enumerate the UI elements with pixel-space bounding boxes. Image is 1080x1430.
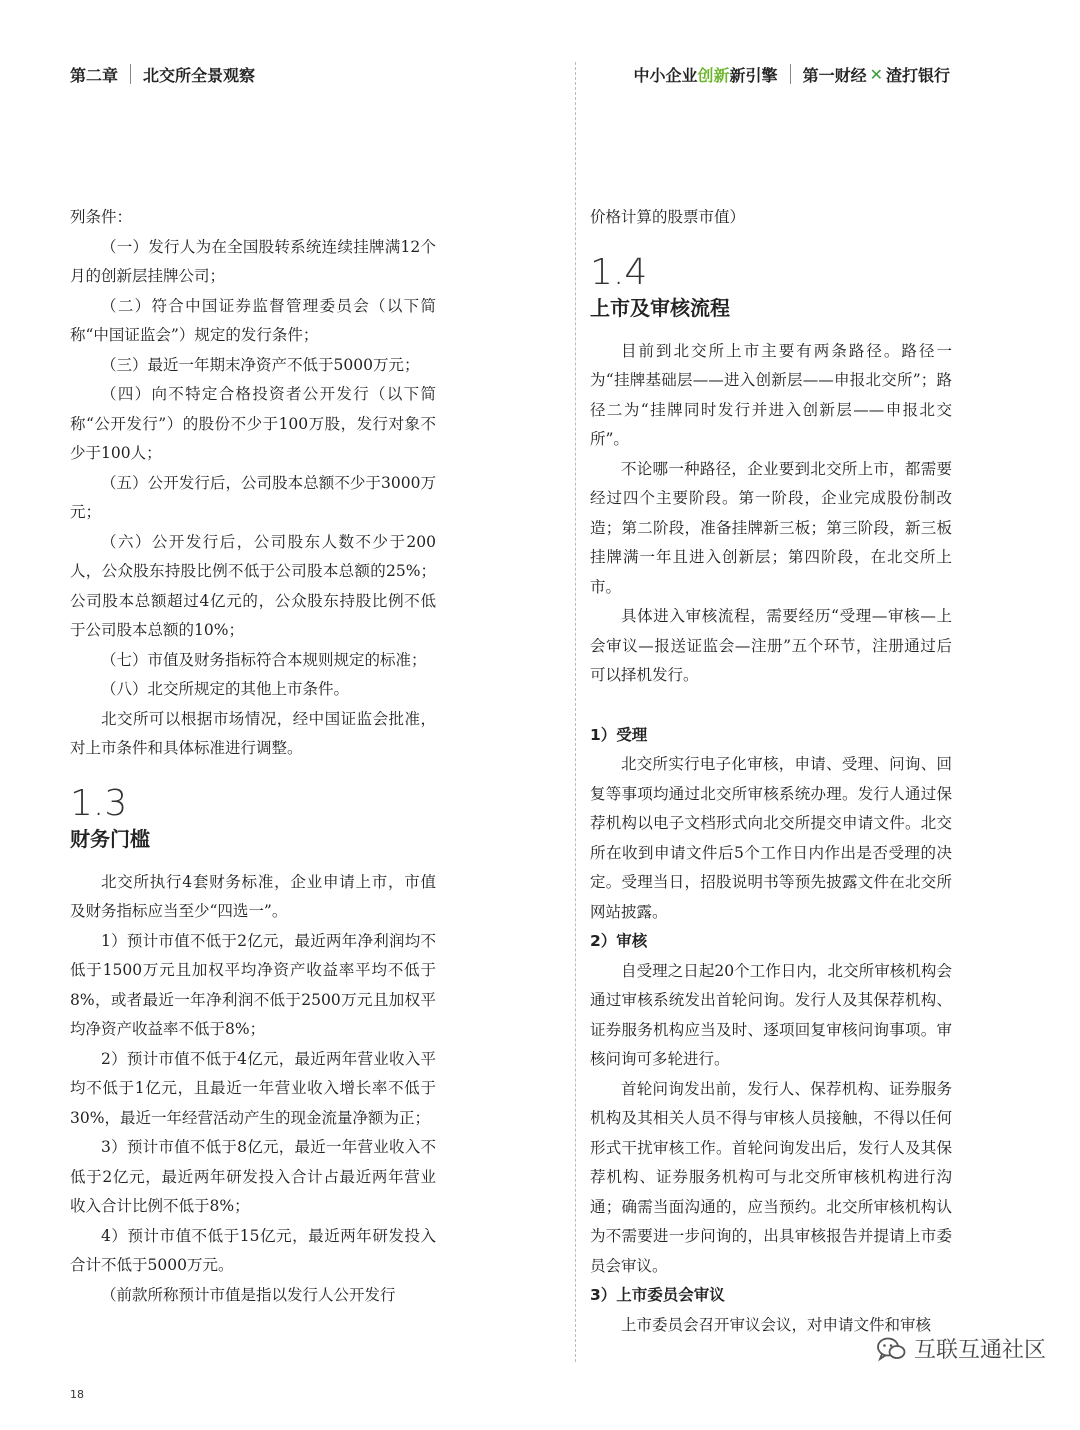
brand-text-2: 新引擎 bbox=[729, 65, 778, 85]
paragraph: 2）预计市值不低于4亿元，最近两年营业收入平均不低于1亿元，且最近一年营业收入增长率不低于30%，最近一年经营活动产生的现金流量净额为正； bbox=[70, 1049, 436, 1127]
paragraph: （三）最近一年期末净资产不低于5000万元； bbox=[101, 355, 420, 374]
running-header-left bbox=[70, 62, 255, 86]
running-header-right bbox=[634, 62, 950, 86]
subsection-title: 1）受理 bbox=[590, 725, 648, 744]
section-title: 财务门槛 bbox=[70, 826, 150, 851]
partner-1: 第一财经 bbox=[802, 65, 867, 85]
paragraph: 4）预计市值不低于15亿元，最近两年研发投入合计不低于5000万元。 bbox=[70, 1226, 436, 1274]
paragraph: 首轮问询发出前，发行人、保荐机构、证券服务机构及其相关人员不得与审核人员接触，不得以任何形式干扰审核工作。首轮问询发出后，发行人及其保荐机构、证券服务机构可与北交所审核机构进行沟通；确需当面沟通的，应当预约。北交所审核机构认为不需要进一步问询的，出具审核报告并提请上市委员会审议。 bbox=[590, 1079, 952, 1275]
brand-text-green: 创新 bbox=[697, 65, 730, 85]
subsection-title: 2）审核 bbox=[590, 932, 648, 950]
paragraph: （二）符合中国证券监督管理委员会（以下简称“中国证监会”）规定的发行条件； bbox=[70, 296, 436, 344]
paragraph: 不论哪一种路径，企业要到北交所上市，都需要经过四个主要阶段。第一阶段，企业完成股份制改造；第二阶段，准备挂牌新三板；第三阶段，新三板挂牌满一年且进入创新层；第四阶段，在北交所上市。 bbox=[590, 459, 952, 596]
spacer bbox=[590, 691, 952, 721]
paragraph: （一）发行人为在全国股转系统连续挂牌满12个月的创新层挂牌公司； bbox=[70, 237, 436, 285]
paragraph: 具体进入审核流程，需要经历“受理—审核—上会审议—报送证监会—注册”五个环节，注册通过后可以择机发行。 bbox=[590, 607, 952, 684]
paragraph: 列条件： bbox=[70, 208, 133, 226]
paragraph: 北交所执行4套财务标准，企业申请上市，市值及财务指标应当至少“四选一”。 bbox=[70, 872, 436, 920]
section-number: 1.4 bbox=[590, 251, 648, 293]
section-number: 1.3 bbox=[70, 782, 128, 824]
cross-icon: ✕ bbox=[869, 64, 883, 84]
paragraph: 1）预计市值不低于2亿元，最近两年净利润均不低于1500万元且加权平均净资产收益率平均不低于8%，或者最近一年净利润不低于2500万元且加权平均净资产收益率不低于8%； bbox=[70, 931, 436, 1038]
partner-2: 渣打银行 bbox=[885, 65, 950, 85]
paragraph: （四）向不特定合格投资者公开发行（以下简称“公开发行”）的股份不少于100万股，发行对象不少于100人； bbox=[70, 385, 436, 462]
brand-text-1: 中小企业 bbox=[633, 65, 698, 85]
right-column bbox=[590, 203, 952, 1340]
paragraph: （前款所称预计市值是指以发行人公开发行 bbox=[101, 1285, 396, 1304]
header-separator bbox=[130, 64, 131, 84]
subsection-title: 3）上市委员会审议 bbox=[590, 1286, 725, 1304]
paragraph: 目前到北交所上市主要有两条路径。路径一为“挂牌基础层——进入创新层——申报北交所”；路径二为“挂牌同时发行并进入创新层——申报北交所”。 bbox=[590, 341, 952, 448]
paragraph: 价格计算的股票市值） bbox=[590, 208, 746, 226]
paragraph: 3）预计市值不低于8亿元，最近一年营业收入不低于2亿元，最近两年研发投入合计占最近两年营业收入合计比例不低于8%； bbox=[70, 1138, 436, 1215]
left-column bbox=[70, 203, 436, 1310]
watermark-text: 互联互通社区 bbox=[913, 1338, 1046, 1363]
column-divider bbox=[575, 62, 576, 1362]
chapter-title: 北交所全景观察 bbox=[143, 65, 256, 85]
paragraph: 北交所实行电子化审核，申请、受理、问询、回复等事项均通过北交所审核系统办理。发行人通过保荐机构以电子文档形式向北交所提交申请文件。北交所在收到申请文件后5个工作日内作出是否受理的决定。受理当日，招股说明书等预先披露文件在北交所网站披露。 bbox=[590, 755, 952, 921]
paragraph: 北交所可以根据市场情况，经中国证监会批准，对上市条件和具体标准进行调整。 bbox=[70, 709, 436, 757]
paragraph: （六）公开发行后，公司股东人数不少于200人，公众股东持股比例不低于公司股本总额的25%；公司股本总额超过4亿元的，公众股东持股比例不低于公司股本总额的10%； bbox=[70, 532, 436, 639]
chapter-label: 第二章 bbox=[70, 65, 119, 85]
wechat-icon bbox=[876, 1336, 906, 1362]
paragraph: （八）北交所规定的其他上市条件。 bbox=[101, 680, 350, 698]
page-number: 18 bbox=[70, 1388, 84, 1401]
section-title: 上市及审核流程 bbox=[590, 295, 730, 320]
paragraph: 自受理之日起20个工作日内，北交所审核机构会通过审核系统发出首轮问询。发行人及其保荐机构、证券服务机构应当及时、逐项回复审核问询事项。审核问询可多轮进行。 bbox=[590, 961, 952, 1068]
paragraph: 上市委员会召开审议会议，对申请文件和审核 bbox=[621, 1315, 932, 1334]
paragraph: （五）公开发行后，公司股本总额不少于3000万元； bbox=[70, 473, 436, 521]
watermark bbox=[876, 1333, 1046, 1364]
header-separator bbox=[790, 64, 791, 84]
paragraph: （七）市值及财务指标符合本规则规定的标准； bbox=[101, 650, 427, 669]
